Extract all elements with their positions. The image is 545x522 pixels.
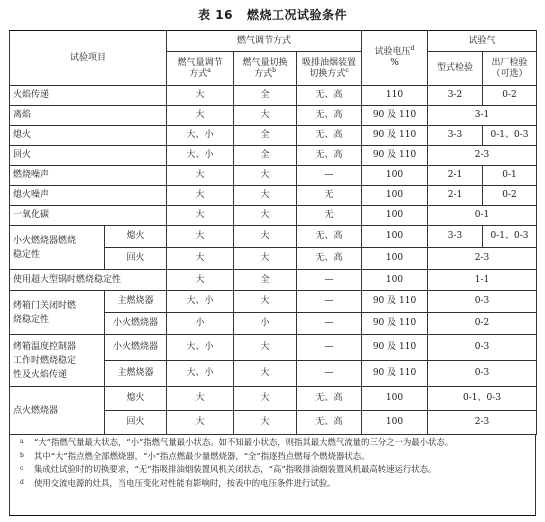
- header-gas-flow: 燃气量调节 方式$^a$: [167, 52, 234, 86]
- table-row: 燃烧噪声 大 大 — 100 2-1 0-1: [10, 166, 537, 186]
- table-row: 回火 大 大 无、高 100 2-3: [10, 411, 537, 435]
- test-conditions-table: [9, 30, 537, 435]
- table-row: 离焰 大 大 无、高 90 及 110 3-1: [10, 106, 537, 126]
- note-c: c 集成灶试验时的切换要求，“无”指吸排油烟装置风机关闭状态，“高”指吸排油烟装置风机最高转速运行状态。: [20, 464, 437, 474]
- header-item: 试验项目: [10, 31, 167, 86]
- table-notes: [9, 434, 536, 516]
- table-row: 火焰传递 大 全 无、高 110 3-2 0-2: [10, 86, 537, 106]
- header-factory-test: 出厂检验 （可选）: [483, 52, 537, 86]
- header-voltage: 试验电压$^d$ %: [362, 31, 428, 86]
- table-row: 一氧化碳 大 大 无 100 0-1: [10, 206, 537, 226]
- note-b: b 其中“大”指点燃全部燃烧器，“小”指点燃最少量燃烧器，“全”指逐挡点燃每个燃烧器状态。: [20, 450, 370, 461]
- note-d: d 使用交流电源的灶具，当电压变化对性能有影响时，按表中的电压条件进行试验。: [20, 477, 336, 488]
- table-row: 点火燃烧器 熄火 大 大 无、高 100 0-1、0-3: [10, 387, 537, 411]
- table-number: 表 16: [198, 8, 233, 22]
- header-hood: 吸排油烟装置 切换方式$^c$: [297, 52, 362, 86]
- header-gas-adjust: 燃气调节方式: [167, 31, 362, 52]
- table-row: 主燃烧器 大、小 大 — 90 及 110 0-3: [10, 361, 537, 387]
- table-row: 回火 大、小 全 无、高 90 及 110 2-3: [10, 146, 537, 166]
- note-a: a “大”指燃气量最大状态，“小”指燃气量最小状态。如不知最小状态，则指其最大燃气流量的三分之一为最小状态。: [20, 437, 454, 447]
- table-caption: 燃烧工况试验条件: [246, 8, 347, 22]
- header-gas-switch: 燃气量切换 方式$^b$: [234, 52, 297, 86]
- header-row-1: [10, 31, 537, 52]
- table-row: 熄火 大、小 全 无、高 90 及 110 3-3 0-1、0-3: [10, 126, 537, 146]
- table-row: 烤箱温度控制器 工作时燃烧稳定 性及火焰传递 小火燃烧器 大、小 大 — 90 及 110 0-3: [10, 335, 537, 361]
- table-row: 小火燃烧器 小 小 — 90 及 110 0-2: [10, 313, 537, 335]
- table-row: 回火 大 大 无、高 100 2-3: [10, 248, 537, 270]
- header-type-test: 型式检验: [428, 52, 483, 86]
- table-title: [0, 6, 545, 23]
- table-row: 烤箱门关闭时燃 烧稳定性 主燃烧器 大、小 大 — 90 及 110 0-3: [10, 291, 537, 313]
- table-row: 熄火噪声 大 大 无 100 2-1 0-2: [10, 186, 537, 206]
- table-row: 使用超大型锅时燃烧稳定性 大 全 — 100 1-1: [10, 270, 537, 291]
- table-row: 小火燃烧器燃烧 稳定性 熄火 大 大 无、高 100 3-3 0-1、0-3: [10, 226, 537, 248]
- header-test-gas: 试验气: [428, 31, 537, 52]
